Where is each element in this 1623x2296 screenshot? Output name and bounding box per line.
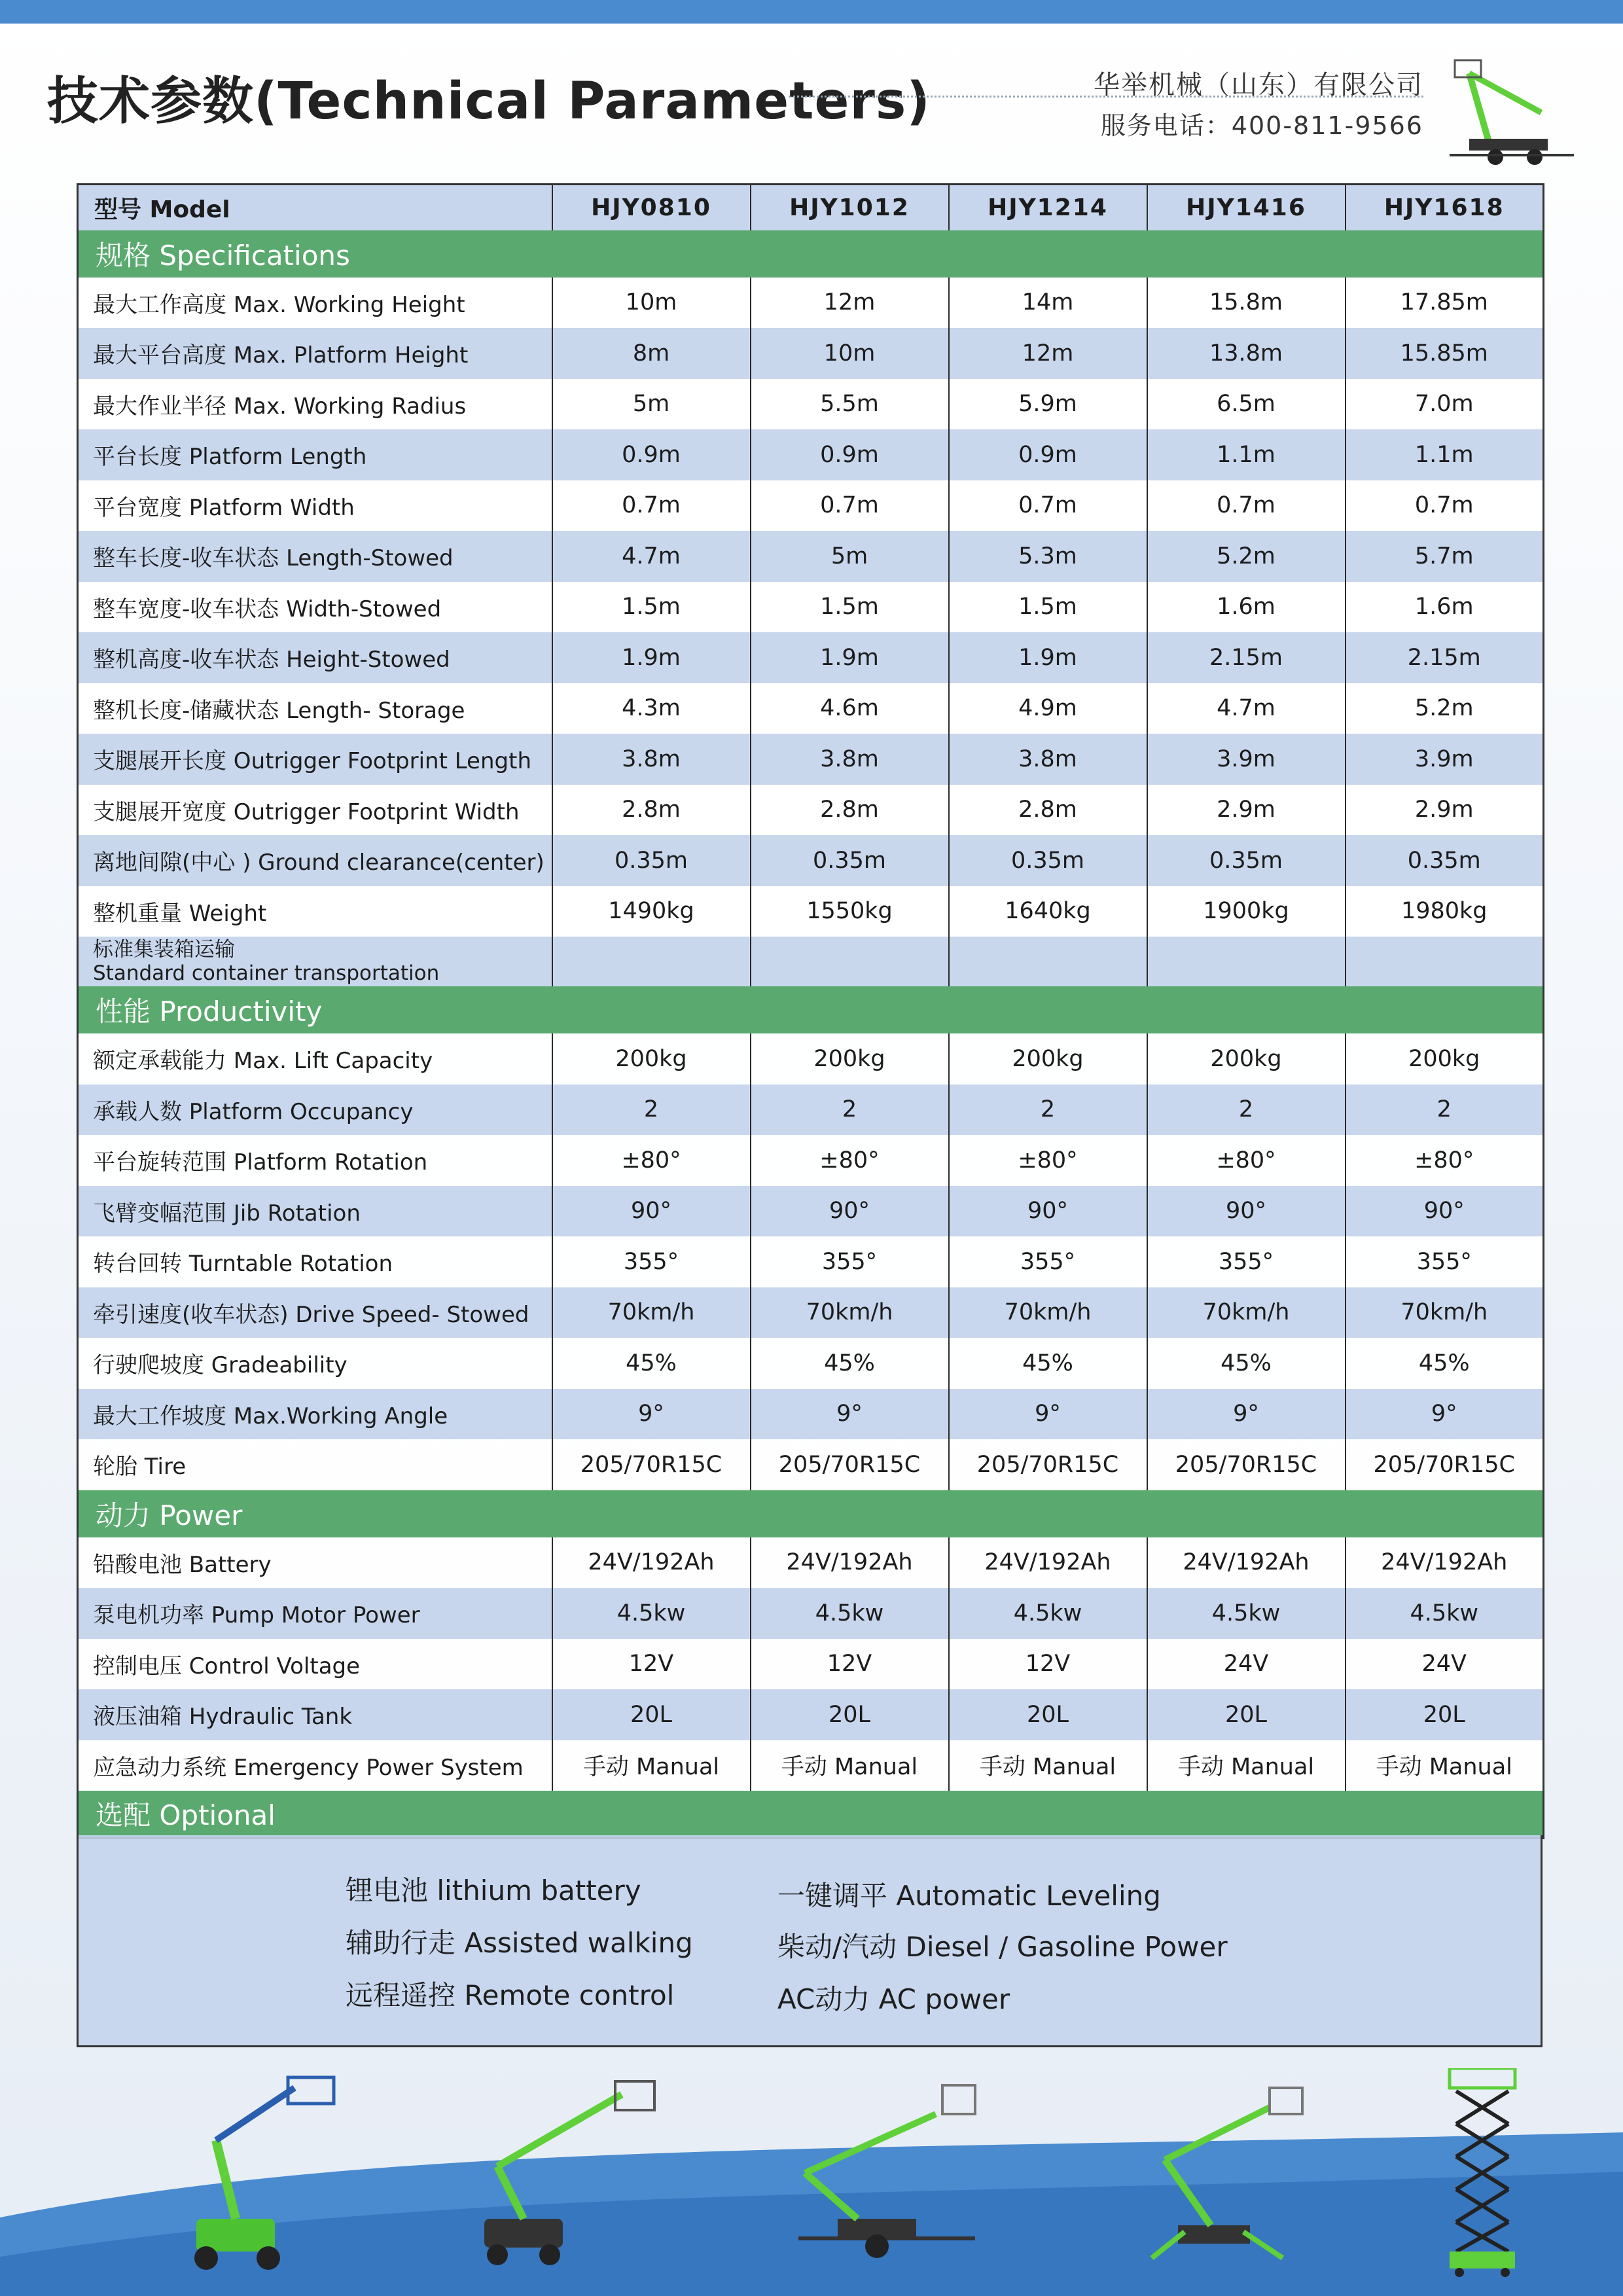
spec-value: 355° (1346, 1236, 1544, 1287)
service-phone: 服务电话：400-811-9566 (1100, 111, 1423, 140)
spec-value: 205/70R15C (552, 1439, 751, 1490)
spec-value: 355° (751, 1236, 949, 1287)
spec-value: 10m (751, 328, 949, 379)
spec-row (78, 1639, 1544, 1690)
spec-row (78, 1588, 1544, 1639)
header-lift-illustration (1443, 34, 1580, 171)
spec-value: 200kg (1346, 1033, 1544, 1085)
spec-label: 转台回转 Turntable Rotation (78, 1236, 552, 1287)
spec-label: 控制电压 Control Voltage (78, 1639, 552, 1690)
optional-header-row (78, 1791, 1544, 1838)
spec-value: 90° (1147, 1186, 1346, 1237)
section-title: 动力 Power (78, 1490, 1544, 1537)
section-header-row (78, 230, 1544, 278)
spec-label: 整车宽度-收车状态 Width-Stowed (78, 582, 552, 633)
spec-value: 手动 Manual (552, 1740, 751, 1791)
spec-value: 2 (949, 1085, 1147, 1136)
spec-value: 4.6m (751, 683, 949, 734)
spec-value: 0.7m (949, 480, 1147, 531)
spec-value: 70km/h (949, 1287, 1147, 1338)
spec-row (78, 632, 1544, 683)
spec-value: 2.8m (949, 785, 1147, 836)
spec-value: 90° (949, 1186, 1147, 1237)
spec-value: 1.5m (949, 582, 1147, 633)
spec-value: 1.6m (1147, 582, 1346, 633)
spec-value: 10m (552, 278, 751, 329)
spec-label: 液压油箱 Hydraulic Tank (78, 1689, 552, 1740)
spec-value: 3.8m (949, 734, 1147, 785)
container-transport-value (751, 937, 949, 986)
lift-machine-2 (471, 2075, 681, 2271)
spec-row (78, 1740, 1544, 1791)
spec-label: 整机重量 Weight (78, 886, 552, 937)
spec-value: 24V/192Ah (1346, 1537, 1544, 1588)
spec-value: 5m (552, 379, 751, 430)
page-title: 技术参数(Technical Parameters) (47, 72, 931, 131)
spec-value: 200kg (1147, 1033, 1346, 1085)
spec-value: 7.0m (1346, 379, 1544, 430)
spec-value: 5.7m (1346, 531, 1544, 582)
model-name: HJY0810 (552, 185, 751, 230)
spec-value: 2.15m (1346, 632, 1544, 683)
spec-value: 2.9m (1346, 785, 1544, 836)
spec-label: 支腿展开宽度 Outrigger Footprint Width (78, 785, 552, 836)
spec-value: 0.9m (751, 429, 949, 480)
spec-label: 应急动力系统 Emergency Power System (78, 1740, 552, 1791)
spec-value: 0.35m (1147, 835, 1346, 886)
container-transport-value (1346, 937, 1544, 986)
spec-value: 0.7m (1147, 480, 1346, 531)
model-label: 型号 Model (78, 185, 552, 230)
spec-label: 额定承载能力 Max. Lift Capacity (78, 1033, 552, 1085)
lift-machine-4 (1139, 2081, 1322, 2271)
spec-value: 4.5kw (552, 1588, 751, 1639)
spec-row (78, 1033, 1544, 1085)
spec-value: 3.8m (552, 734, 751, 785)
spec-row (78, 1236, 1544, 1287)
spec-label: 最大工作坡度 Max.Working Angle (78, 1389, 552, 1440)
spec-value: 24V/192Ah (949, 1537, 1147, 1588)
scissor-lift-machine (1446, 2068, 1518, 2278)
spec-value: 手动 Manual (751, 1740, 949, 1791)
spec-value: 2.15m (1147, 632, 1346, 683)
spec-value: 1.5m (751, 582, 949, 633)
spec-label: 平台宽度 Platform Width (78, 480, 552, 531)
spec-value: 24V/192Ah (552, 1537, 751, 1588)
spec-row (78, 278, 1544, 329)
optional-item: 远程遥控 Remote control (346, 1979, 675, 2011)
spec-value: 45% (1346, 1338, 1544, 1389)
optional-item: 柴动/汽动 Diesel / Gasoline Power (777, 1931, 1228, 1963)
spec-value: 1.1m (1147, 429, 1346, 480)
spec-value: ±80° (1346, 1135, 1544, 1186)
spec-value: 0.7m (552, 480, 751, 531)
technical-parameters-table (77, 183, 1544, 1839)
spec-row (78, 886, 1544, 937)
spec-row (78, 1287, 1544, 1338)
spec-label: 飞臂变幅范围 Jib Rotation (78, 1186, 552, 1237)
spec-value: 手动 Manual (1147, 1740, 1346, 1791)
spec-value: 24V (1147, 1639, 1346, 1690)
optional-item: 锂电池 lithium battery (346, 1874, 641, 1907)
company-block (1094, 64, 1423, 141)
spec-value: ±80° (949, 1135, 1147, 1186)
spec-label: 泵电机功率 Pump Motor Power (78, 1588, 552, 1639)
spec-value: 9° (1147, 1389, 1346, 1440)
spec-row (78, 1689, 1544, 1740)
spec-value: 9° (949, 1389, 1147, 1440)
spec-value: 3.9m (1147, 734, 1346, 785)
spec-row (78, 429, 1544, 480)
spec-value: 0.35m (1346, 835, 1544, 886)
spec-row (78, 1135, 1544, 1186)
spec-row (78, 379, 1544, 430)
spec-row (78, 1338, 1544, 1389)
spec-value: 200kg (949, 1033, 1147, 1085)
spec-value: 0.9m (949, 429, 1147, 480)
spec-value: 12V (751, 1639, 949, 1690)
spec-value: 90° (552, 1186, 751, 1237)
spec-value: 12V (552, 1639, 751, 1690)
spec-row (78, 683, 1544, 734)
spec-value: 8m (552, 328, 751, 379)
spec-label: 行驶爬坡度 Gradeability (78, 1338, 552, 1389)
spec-row (78, 582, 1544, 633)
spec-value: 45% (552, 1338, 751, 1389)
spec-label: 轮胎 Tire (78, 1439, 552, 1490)
spec-value: 355° (949, 1236, 1147, 1287)
spec-value: 2.9m (1147, 785, 1346, 836)
spec-value: 5.3m (949, 531, 1147, 582)
spec-value: 24V (1346, 1639, 1544, 1690)
spec-label: 整机高度-收车状态 Height-Stowed (78, 632, 552, 683)
spec-value: 45% (751, 1338, 949, 1389)
spec-value: 手动 Manual (1346, 1740, 1544, 1791)
spec-value: 14m (949, 278, 1147, 329)
spec-value: 24V/192Ah (751, 1537, 949, 1588)
spec-value: 70km/h (552, 1287, 751, 1338)
spec-label: 整车长度-收车状态 Length-Stowed (78, 531, 552, 582)
container-transport-value (552, 937, 751, 986)
spec-value: 20L (552, 1689, 751, 1740)
spec-row (78, 835, 1544, 886)
spec-value: 4.9m (949, 683, 1147, 734)
spec-row (78, 1186, 1544, 1237)
spec-value: 355° (1147, 1236, 1346, 1287)
spec-value: 205/70R15C (949, 1439, 1147, 1490)
spec-value: 2 (1147, 1085, 1346, 1136)
spec-row (78, 531, 1544, 582)
spec-value: 5.2m (1147, 531, 1346, 582)
spec-value: 4.5kw (949, 1588, 1147, 1639)
spec-value: 5.5m (751, 379, 949, 430)
spec-row (78, 1439, 1544, 1490)
model-name: HJY1012 (751, 185, 949, 230)
spec-value: 5m (751, 531, 949, 582)
spec-value: 1.9m (949, 632, 1147, 683)
spec-value: 6.5m (1147, 379, 1346, 430)
spec-value: 9° (751, 1389, 949, 1440)
model-header-row (78, 185, 1544, 230)
section-header-row (78, 1490, 1544, 1537)
spec-value: 15.85m (1346, 328, 1544, 379)
spec-label: 最大工作高度 Max. Working Height (78, 278, 552, 329)
spec-label: 最大作业半径 Max. Working Radius (78, 379, 552, 430)
spec-row (78, 734, 1544, 785)
spec-value: 0.7m (751, 480, 949, 531)
spec-value: 70km/h (1147, 1287, 1346, 1338)
spec-value: 13.8m (1147, 328, 1346, 379)
spec-value: 45% (1147, 1338, 1346, 1389)
spec-value: 205/70R15C (1147, 1439, 1346, 1490)
container-label-cn: 标准集装箱运输 (93, 938, 235, 961)
spec-value: 90° (1346, 1186, 1544, 1237)
model-name: HJY1416 (1147, 185, 1346, 230)
spec-row (78, 1537, 1544, 1588)
spec-value: 0.7m (1346, 480, 1544, 531)
spec-value: 12V (949, 1639, 1147, 1690)
container-label-en: Standard container transportation (93, 961, 440, 985)
section-title: 性能 Productivity (78, 986, 1544, 1033)
spec-value: 1900kg (1147, 886, 1346, 937)
top-accent-bar (0, 0, 1623, 24)
spec-value: 2 (751, 1085, 949, 1136)
optional-item: 一键调平 Automatic Leveling (777, 1880, 1161, 1912)
section-header-row (78, 986, 1544, 1033)
spec-value: 45% (949, 1338, 1147, 1389)
spec-value: 20L (1147, 1689, 1346, 1740)
spec-row (78, 1085, 1544, 1136)
section-title: 规格 Specifications (78, 230, 1544, 278)
spec-value: 9° (552, 1389, 751, 1440)
spec-value: 1980kg (1346, 886, 1544, 937)
spec-value: 90° (751, 1186, 949, 1237)
spec-value: 20L (751, 1689, 949, 1740)
spec-value: 5.9m (949, 379, 1147, 430)
spec-label: 整机长度-储藏状态 Length- Storage (78, 683, 552, 734)
spec-value: 4.5kw (1147, 1588, 1346, 1639)
spec-value: 1.9m (751, 632, 949, 683)
company-name: 华举机械（山东）有限公司 (1094, 70, 1423, 100)
optional-features-box (77, 1835, 1543, 2047)
spec-value: 4.7m (1147, 683, 1346, 734)
spec-value: 1.5m (552, 582, 751, 633)
spec-value: 70km/h (751, 1287, 949, 1338)
spec-label: 最大平台高度 Max. Platform Height (78, 328, 552, 379)
spec-value: 5.2m (1346, 683, 1544, 734)
spec-value: 1.1m (1346, 429, 1544, 480)
spec-value: 17.85m (1346, 278, 1544, 329)
spec-value: 2.8m (751, 785, 949, 836)
lift-machine-1 (177, 2068, 360, 2271)
spec-value: 3.9m (1346, 734, 1544, 785)
spec-value: 205/70R15C (1346, 1439, 1544, 1490)
optional-item: AC动力 AC power (777, 1983, 1010, 2015)
spec-value: 2 (552, 1085, 751, 1136)
spec-label: 承载人数 Platform Occupancy (78, 1085, 552, 1136)
spec-label: 平台旋转范围 Platform Rotation (78, 1135, 552, 1186)
spec-value: 2 (1346, 1085, 1544, 1136)
spec-value: 70km/h (1346, 1287, 1544, 1338)
spec-row (78, 785, 1544, 836)
spec-value: 3.8m (751, 734, 949, 785)
spec-value: 0.35m (751, 835, 949, 886)
spec-value: 205/70R15C (751, 1439, 949, 1490)
spec-value: ±80° (552, 1135, 751, 1186)
spec-label: 牵引速度(收车状态) Drive Speed- Stowed (78, 1287, 552, 1338)
product-lineup (0, 2055, 1623, 2296)
spec-value: 12m (949, 328, 1147, 379)
spec-value: 4.5kw (751, 1588, 949, 1639)
spec-value: ±80° (751, 1135, 949, 1186)
spec-label: 铅酸电池 Battery (78, 1537, 552, 1588)
optional-item: 辅助行走 Assisted walking (346, 1927, 693, 1959)
spec-value: 24V/192Ah (1147, 1537, 1346, 1588)
spec-row (78, 480, 1544, 531)
container-transport-row (78, 937, 1544, 986)
spec-value: 20L (949, 1689, 1147, 1740)
spec-value: 4.5kw (1346, 1588, 1544, 1639)
spec-value: 1550kg (751, 886, 949, 937)
spec-value: 1.6m (1346, 582, 1544, 633)
spec-value: 200kg (552, 1033, 751, 1085)
lift-machine-3 (792, 2075, 988, 2271)
spec-value: 20L (1346, 1689, 1544, 1740)
spec-row (78, 1389, 1544, 1440)
spec-value: 4.3m (552, 683, 751, 734)
spec-value: 手动 Manual (949, 1740, 1147, 1791)
spec-value: 0.35m (552, 835, 751, 886)
spec-value: 200kg (751, 1033, 949, 1085)
spec-value: 4.7m (552, 531, 751, 582)
spec-value: 0.35m (949, 835, 1147, 886)
container-transport-value (1147, 937, 1346, 986)
model-name: HJY1618 (1346, 185, 1544, 230)
spec-value: 12m (751, 278, 949, 329)
model-name: HJY1214 (949, 185, 1147, 230)
optional-title: 选配 Optional (78, 1791, 1544, 1838)
spec-value: 9° (1346, 1389, 1544, 1440)
spec-value: 0.9m (552, 429, 751, 480)
spec-label: 支腿展开长度 Outrigger Footprint Length (78, 734, 552, 785)
spec-value: 2.8m (552, 785, 751, 836)
container-transport-label (78, 937, 552, 986)
spec-value: 1.9m (552, 632, 751, 683)
container-transport-value (949, 937, 1147, 986)
spec-value: 355° (552, 1236, 751, 1287)
spec-label: 平台长度 Platform Length (78, 429, 552, 480)
spec-row (78, 328, 1544, 379)
spec-value: ±80° (1147, 1135, 1346, 1186)
spec-label: 离地间隙(中心 ) Ground clearance(center) (78, 835, 552, 886)
spec-value: 15.8m (1147, 278, 1346, 329)
spec-value: 1490kg (552, 886, 751, 937)
spec-value: 1640kg (949, 886, 1147, 937)
